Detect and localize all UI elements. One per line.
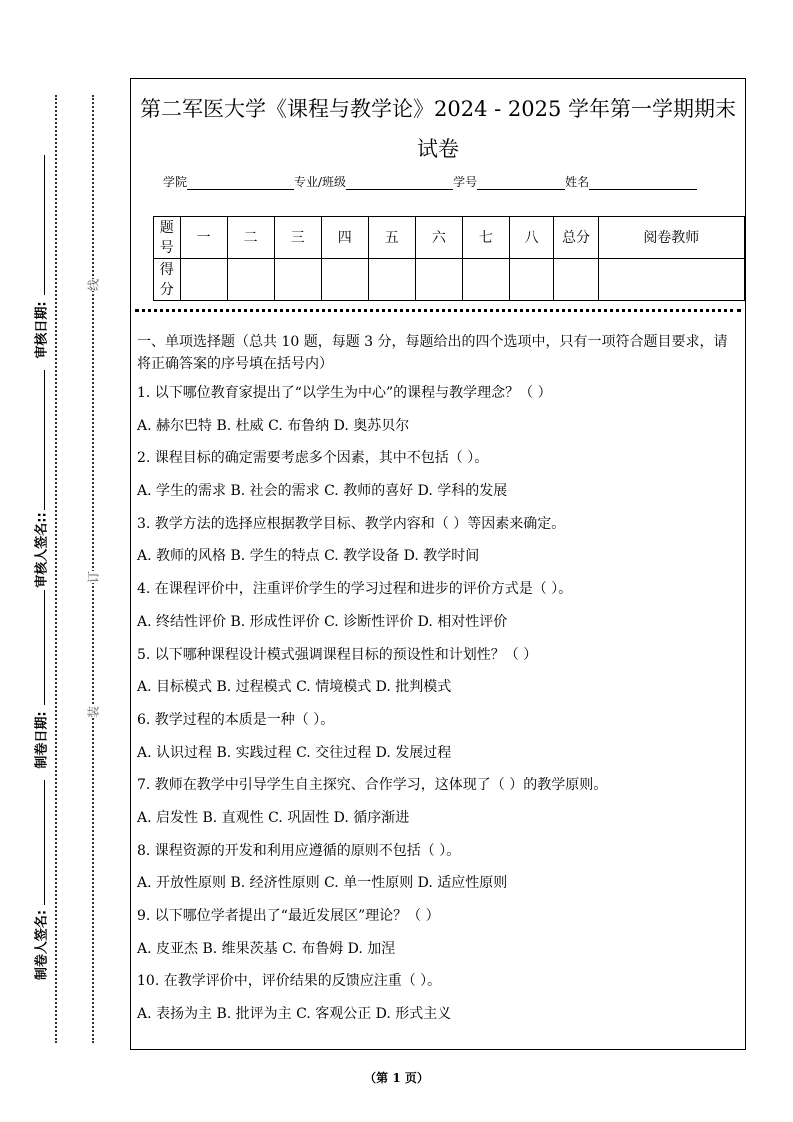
options: A. 启发性 B. 直观性 C. 巩固性 D. 循序渐进 bbox=[137, 809, 410, 826]
review-date-line bbox=[44, 155, 45, 295]
dotted-separator bbox=[135, 309, 741, 312]
score-label: 得分 bbox=[154, 259, 181, 301]
score-cell[interactable] bbox=[274, 259, 321, 301]
fold-dotted-line bbox=[55, 95, 57, 1043]
exam-title: 第二军医大学《课程与教学论》2024 - 2025 学年第一学期期末试卷 bbox=[139, 97, 736, 161]
header-cell: 八 bbox=[509, 217, 553, 259]
header-cell: 题号 bbox=[154, 217, 181, 259]
options: A. 终结性评价 B. 形成性评价 C. 诊断性评价 D. 相对性评价 bbox=[137, 613, 508, 630]
make-date-label: 制卷日期: bbox=[34, 711, 50, 769]
review-date-label: 审核日期: bbox=[34, 301, 50, 359]
college-field[interactable] bbox=[187, 175, 294, 190]
reviewer-sign-line bbox=[44, 370, 45, 510]
header-cell: 六 bbox=[415, 217, 462, 259]
question: 6. 教学过程的本质是一种（ ）。 bbox=[137, 711, 335, 728]
maker-sign-label: 制卷人签名: bbox=[34, 909, 50, 981]
header-cell: 四 bbox=[321, 217, 368, 259]
maker-sign-line bbox=[44, 780, 45, 905]
exam-frame bbox=[130, 78, 746, 1050]
header-cell: 三 bbox=[274, 217, 321, 259]
score-cell[interactable] bbox=[462, 259, 509, 301]
score-table bbox=[153, 216, 745, 301]
question: 1. 以下哪位教育家提出了“以学生为中心”的课程与教学理念？（ ） bbox=[137, 385, 552, 401]
section-heading: 一、单项选择题（总共 10 题，每题 3 分，每题给出的四个选项中，只有一项符合题目要求，请将正确答案的序号填在括号内） bbox=[137, 334, 728, 372]
major-label: 专业/班级 bbox=[294, 175, 347, 189]
page-number: （第 1 页） bbox=[364, 1071, 429, 1085]
mark-zhuang: 装 bbox=[86, 705, 101, 719]
score-cell[interactable] bbox=[321, 259, 368, 301]
questions bbox=[137, 331, 737, 1037]
question: 10. 在教学评价中，评价结果的反馈应注重（ ）。 bbox=[137, 973, 442, 990]
score-cell[interactable] bbox=[598, 259, 744, 301]
question: 4. 在课程评价中，注重评价学生的学习过程和进步的评价方式是（ ）。 bbox=[137, 581, 573, 598]
question: 2. 课程目标的确定需要考虑多个因素，其中不包括（ ）。 bbox=[137, 450, 489, 467]
question: 3. 教学方法的选择应根据教学目标、教学内容和（ ）等因素来确定。 bbox=[137, 515, 566, 532]
options: A. 开放性原则 B. 经济性原则 C. 单一性原则 D. 适应性原则 bbox=[137, 875, 508, 892]
score-cell[interactable] bbox=[509, 259, 553, 301]
header-cell: 五 bbox=[368, 217, 415, 259]
major-field[interactable] bbox=[346, 175, 453, 190]
header-cell: 一 bbox=[180, 217, 227, 259]
name-label: 姓名 bbox=[565, 175, 590, 189]
question: 7. 教师在教学中引导学生自主探究、合作学习，这体现了（ ）的教学原则。 bbox=[137, 777, 608, 794]
options: A. 目标模式 B. 过程模式 C. 情境模式 D. 批判模式 bbox=[137, 679, 452, 696]
student-id-label: 学号 bbox=[453, 175, 478, 189]
options: A. 学生的需求 B. 社会的需求 C. 教师的喜好 D. 学科的发展 bbox=[137, 483, 508, 500]
header-cell: 七 bbox=[462, 217, 509, 259]
student-id-field[interactable] bbox=[477, 175, 565, 190]
score-cell[interactable] bbox=[227, 259, 274, 301]
college-label: 学院 bbox=[163, 175, 188, 189]
binding-dotted-line bbox=[92, 95, 94, 1043]
mark-ding: 订 bbox=[86, 570, 101, 584]
make-date-line bbox=[44, 590, 45, 705]
score-cell[interactable] bbox=[415, 259, 462, 301]
question: 5. 以下哪种课程设计模式强调课程目标的预设性和计划性？（ ） bbox=[137, 646, 538, 663]
student-info bbox=[163, 173, 697, 190]
header-cell: 二 bbox=[227, 217, 274, 259]
options: A. 赫尔巴特 B. 杜威 C. 布鲁纳 D. 奥苏贝尔 bbox=[137, 417, 410, 434]
reviewer-sign-label: 审核人签名:: bbox=[34, 512, 50, 588]
options: A. 认识过程 B. 实践过程 C. 交往过程 D. 发展过程 bbox=[137, 744, 452, 761]
name-field[interactable] bbox=[589, 175, 697, 190]
score-cell[interactable] bbox=[368, 259, 415, 301]
options: A. 皮亚杰 B. 维果茨基 C. 布鲁姆 D. 加涅 bbox=[137, 940, 396, 957]
header-cell: 总分 bbox=[554, 217, 598, 259]
options: A. 表扬为主 B. 批评为主 C. 客观公正 D. 形式主义 bbox=[137, 1006, 452, 1023]
mark-line: 线 bbox=[86, 278, 101, 292]
question: 9. 以下哪位学者提出了“最近发展区”理论？（ ） bbox=[137, 908, 440, 924]
score-cell[interactable] bbox=[180, 259, 227, 301]
options: A. 教师的风格 B. 学生的特点 C. 教学设备 D. 教学时间 bbox=[137, 548, 480, 565]
question: 8. 课程资源的开发和利用应遵循的原则不包括（ ）。 bbox=[137, 842, 461, 859]
header-cell: 阅卷教师 bbox=[598, 217, 744, 259]
score-cell[interactable] bbox=[554, 259, 598, 301]
